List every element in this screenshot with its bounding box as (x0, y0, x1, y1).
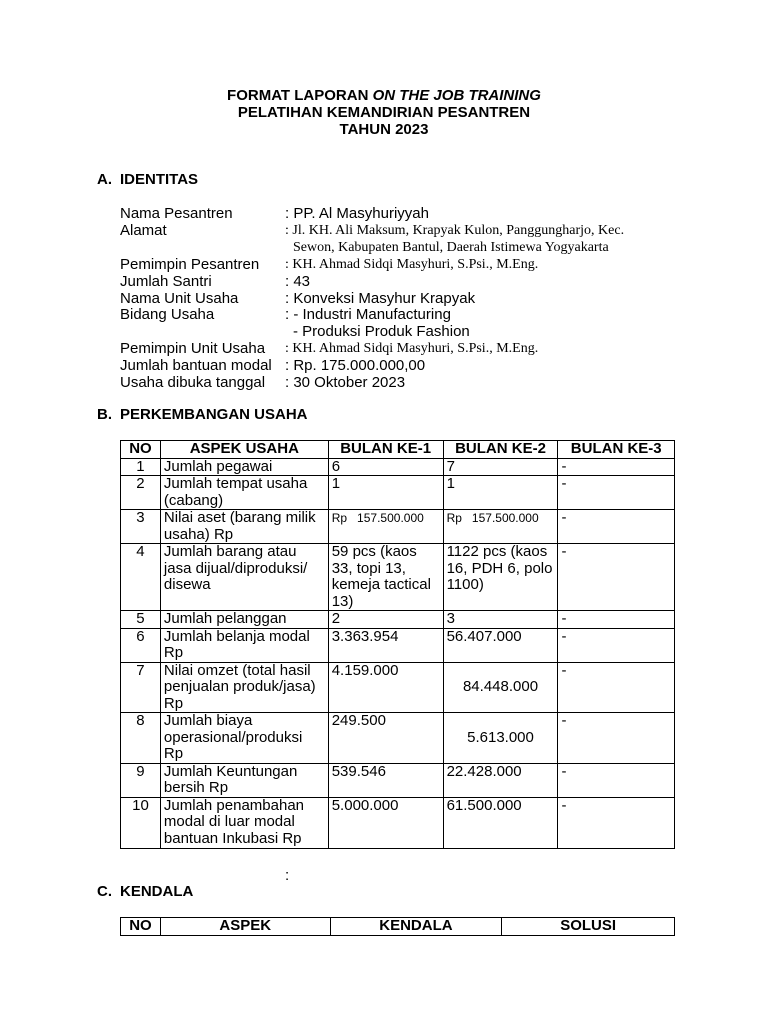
table-cell: Nilai omzet (total hasil penjualan produk/jasa) Rp (160, 662, 328, 713)
business-progress-table (120, 440, 675, 849)
table-cell: 9 (121, 763, 161, 797)
table-cell: 7 (121, 662, 161, 713)
table-cell: Jumlah barang atau jasa dijual/diproduksi/ disewa (160, 544, 328, 611)
table-cell: 4 (121, 544, 161, 611)
table-cell: 56.407.000 (443, 628, 558, 662)
table-row (121, 611, 675, 629)
table-cell: - (558, 662, 675, 713)
table-cell: 1 (121, 458, 161, 476)
table-cell: Rp 157.500.000 (328, 510, 443, 544)
constraints-table (120, 917, 675, 936)
table-cell: 4.159.000 (328, 662, 443, 713)
col-header-bulan2: BULAN KE-2 (443, 441, 558, 459)
table-cell: - (558, 628, 675, 662)
table-row (121, 476, 675, 510)
table-cell: 61.500.000 (443, 797, 558, 848)
report-title-line3: TAHUN 2023 (339, 121, 429, 138)
table-cell: 3 (443, 611, 558, 629)
table-cell: 22.428.000 (443, 763, 558, 797)
table-cell: 1122 pcs (kaos 16, PDH 6, polo 1100) (443, 544, 558, 611)
col-header-no: NO (121, 441, 161, 459)
table-cell: 84.448.000 (443, 662, 558, 713)
table-row (121, 763, 675, 797)
table-cell: 1 (443, 476, 558, 510)
table-cell: - (558, 797, 675, 848)
table-cell: Nilai aset (barang milik usaha) Rp (160, 510, 328, 544)
table-cell: - (558, 713, 675, 764)
table-cell: 3 (121, 510, 161, 544)
table-cell: 59 pcs (kaos 33, topi 13, kemeja tactical 13) (328, 544, 443, 611)
col-header-bulan3: BULAN KE-3 (558, 441, 675, 459)
table-cell: Jumlah biaya operasional/produksi Rp (160, 713, 328, 764)
col-header-solusi: SOLUSI (502, 918, 675, 936)
stray-colon: : (285, 867, 290, 884)
table-cell: 6 (328, 458, 443, 476)
col-header-bulan1: BULAN KE-1 (328, 441, 443, 459)
table-cell: - (558, 476, 675, 510)
table-header-row (121, 918, 675, 936)
table-cell: Rp 157.500.000 (443, 510, 558, 544)
table-cell: - (558, 510, 675, 544)
table-row (121, 544, 675, 611)
table-row (121, 662, 675, 713)
report-title-line2: PELATIHAN KEMANDIRIAN PESANTREN (237, 104, 531, 121)
table-cell: Jumlah Keuntungan bersih Rp (160, 763, 328, 797)
table-cell: 2 (121, 476, 161, 510)
table-cell: 7 (443, 458, 558, 476)
table-cell: 6 (121, 628, 161, 662)
table-row (121, 458, 675, 476)
table-row (121, 510, 675, 544)
table-row (121, 628, 675, 662)
table-cell: 10 (121, 797, 161, 848)
table-cell: - (558, 611, 675, 629)
table-cell: Jumlah tempat usaha (cabang) (160, 476, 328, 510)
table-row (121, 797, 675, 848)
table-header-row (121, 441, 675, 459)
table-cell: 1 (328, 476, 443, 510)
table-cell: 2 (328, 611, 443, 629)
table-cell: 5 (121, 611, 161, 629)
table-cell: 539.546 (328, 763, 443, 797)
col-header-no: NO (121, 918, 161, 936)
table-cell: - (558, 763, 675, 797)
table-cell: Jumlah pelanggan (160, 611, 328, 629)
table-row (121, 713, 675, 764)
col-header-aspek: ASPEK (160, 918, 330, 936)
table-cell: Jumlah belanja modal Rp (160, 628, 328, 662)
table-cell: Jumlah penambahan modal di luar modal bantuan Inkubasi Rp (160, 797, 328, 848)
table-cell: Jumlah pegawai (160, 458, 328, 476)
col-header-kendala: KENDALA (330, 918, 502, 936)
col-header-aspek: ASPEK USAHA (160, 441, 328, 459)
table-cell: - (558, 544, 675, 611)
table-cell: 249.500 (328, 713, 443, 764)
table-cell: 5.000.000 (328, 797, 443, 848)
report-title-line1: FORMAT LAPORAN ON THE JOB TRAINING (227, 87, 541, 104)
table-cell: 5.613.000 (443, 713, 558, 764)
table-cell: - (558, 458, 675, 476)
table-cell: 3.363.954 (328, 628, 443, 662)
table-cell: 8 (121, 713, 161, 764)
